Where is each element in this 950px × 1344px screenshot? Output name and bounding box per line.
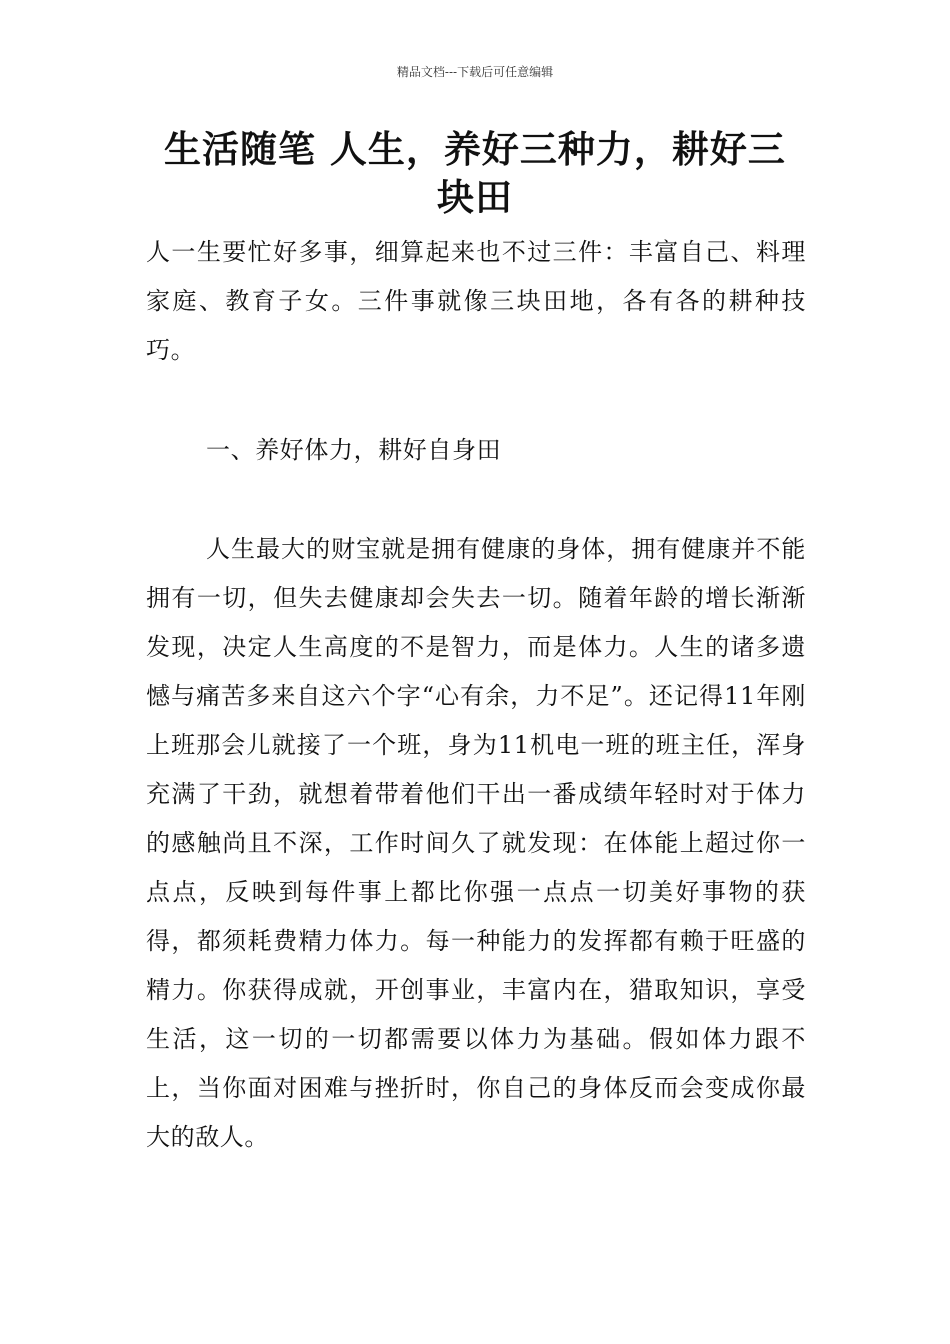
header-note: 精品文档---下载后可任意编辑 xyxy=(396,65,554,79)
section-heading: 一、养好体力，耕好自身田 xyxy=(206,436,502,464)
intro-paragraph: 人一生要忙好多事，细算起来也不过三件：丰富自己、料理家庭、教育子女。三件事就像三块田地，各有各的耕种技巧。 xyxy=(146,238,806,364)
section-paragraph: 人生最大的财宝就是拥有健康的身体，拥有健康并不能拥有一切，但失去健康却会失去一切。随着年龄的增长渐渐发现，决定人生高度的不是智力，而是体力。人生的诸多遗憾与痛苦多来自这六个字“心有余，力不足”。还记得11年刚上班那会儿就接了一个班，身为11机电一班的班主任，浑身充满了干劲，就想着带着他们干出一番成绩年轻时对于体力的感触尚且不深，工作时间久了就发现：在体能上超过你一点点，反映到每件事上都比你强一点点一切美好事物的获得，都须耗费精力体力。每一种能力的发挥都有赖于旺盛的精力。你获得成就，开创事业，丰富内在，猎取知识，享受生活，这一切的一切都需要以体力为基础。假如体力跟不上，当你面对困难与挫折时，你自己的身体反而会变成你最大的敌人。 xyxy=(146,535,806,1151)
page-title: 生活随笔 人生，养好三种力，耕好三块田 xyxy=(164,128,786,219)
